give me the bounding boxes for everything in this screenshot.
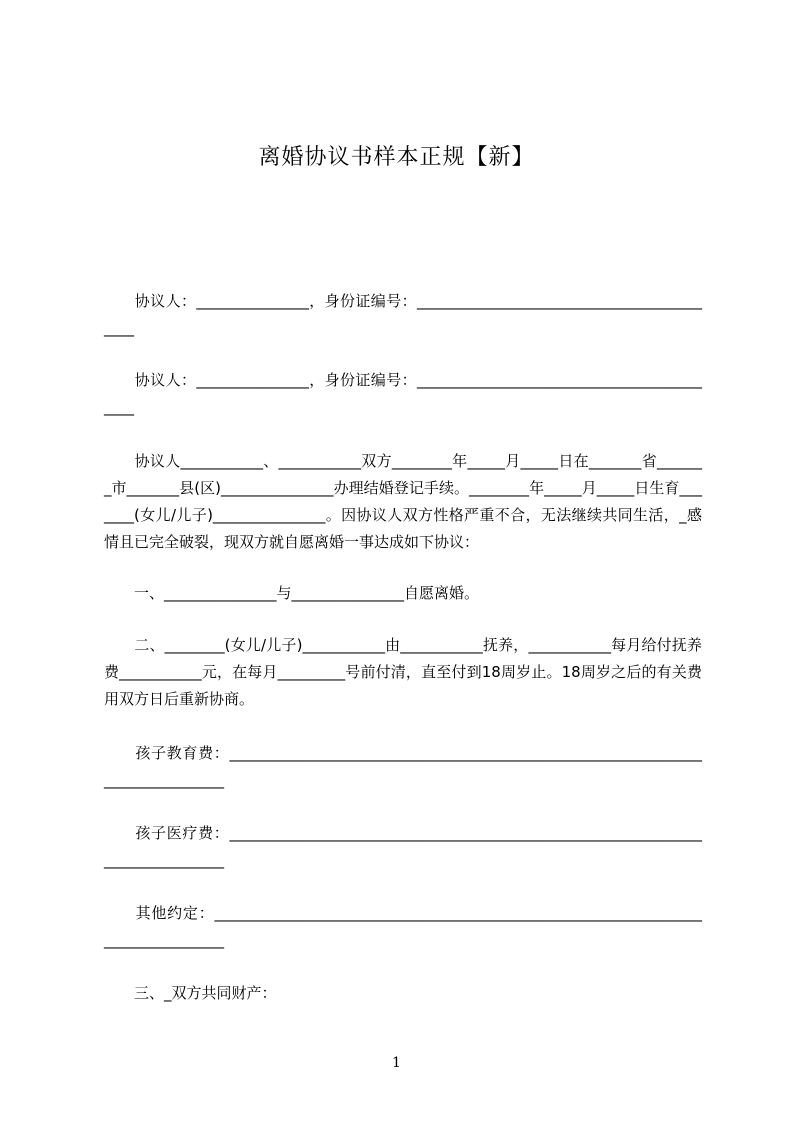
medical-fee-line: 孩子医疗费：_______________________________________________________________________________ (104, 824, 702, 869)
clause-three-property: 三、_双方共同财产： (104, 984, 277, 1002)
clause-two-custody: 二、________(女儿/儿子)___________由___________抚养，___________每月给付抚养费___________元，在每月_________号前付清，直至付到18周岁止。18周岁之后的有关费用双方日后重新协商。 (104, 636, 702, 708)
document-title: 离婚协议书样本正规【新】 (258, 145, 535, 170)
other-terms-line: 其他约定：_________________________________________________________________________________ (104, 904, 702, 949)
page-number: 1 (392, 1055, 401, 1071)
marriage-info-paragraph: 协议人___________、___________双方________年_____月_____日在_______省_______市_______县(区)_______________办理结婚登记手续。________年_____月_____日生育_______(女儿/儿子)_______________。因协议人双方性格严重不合，无法继续共同生活，_感情且已完全破裂，现双方就自愿离婚一事达成如下协议： (104, 452, 702, 551)
education-fee-line: 孩子教育费：_______________________________________________________________________________ (104, 744, 702, 789)
party-one-line: 协议人：_______________，身份证编号：__________________________________________ (104, 292, 702, 337)
clause-one: 一、_______________与_______________自愿离婚。 (104, 584, 480, 602)
party-two-line: 协议人：_______________，身份证编号：__________________________________________ (104, 371, 702, 416)
